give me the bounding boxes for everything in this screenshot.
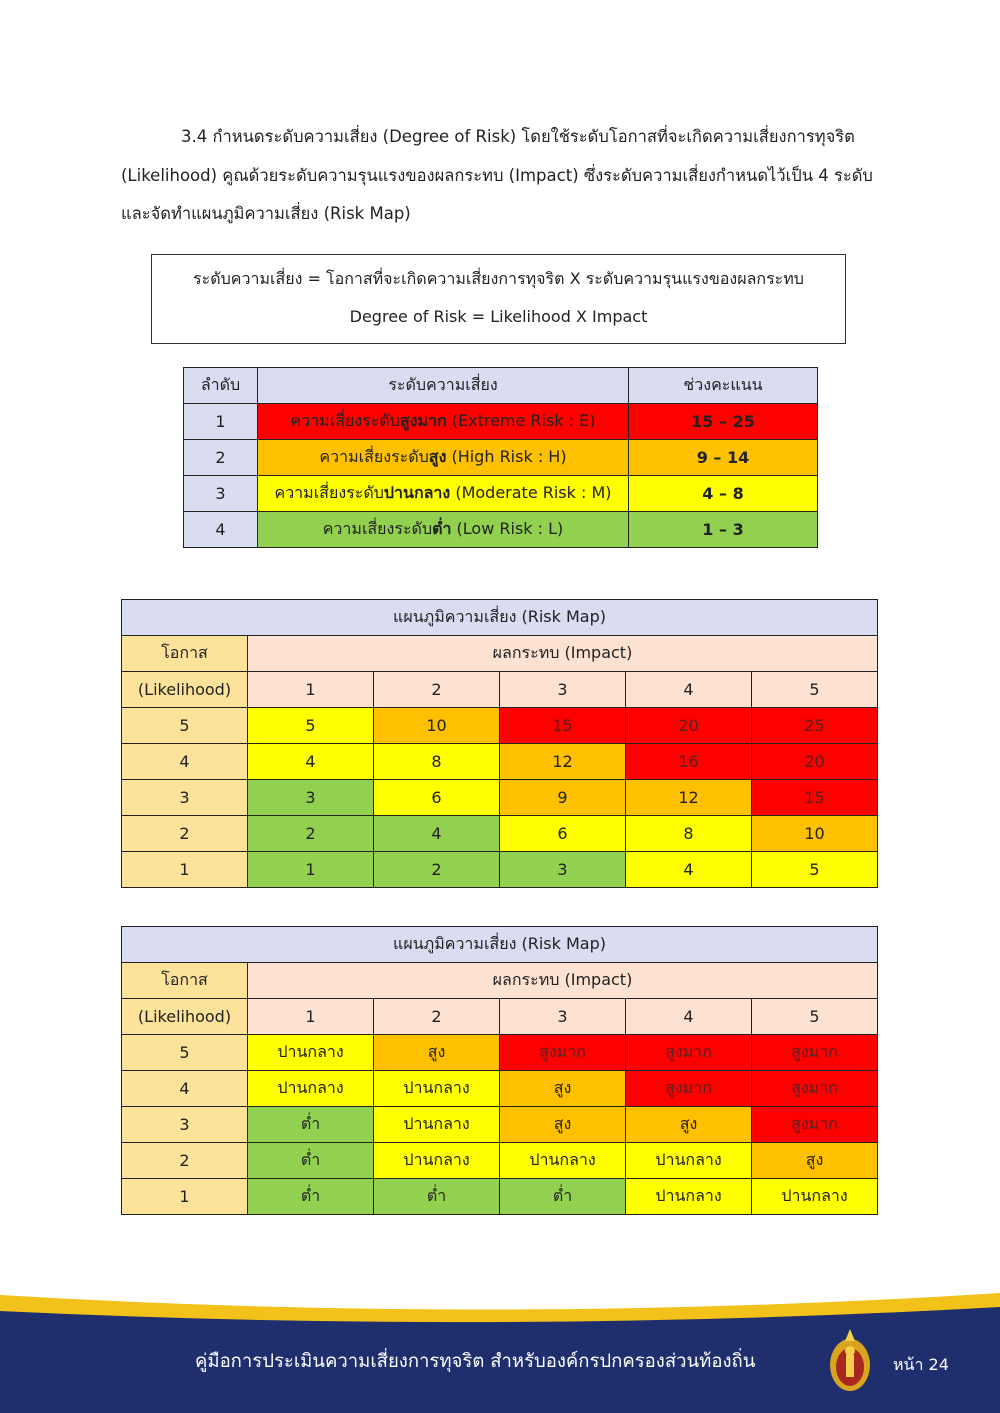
likelihood-value: 3 xyxy=(122,1107,248,1143)
map-cell: 12 xyxy=(626,780,752,816)
level-number: 1 xyxy=(184,404,258,440)
map-cell: สูง xyxy=(752,1143,878,1179)
map-cell: สูงมาก xyxy=(626,1035,752,1071)
map-title: แผนภูมิความเสี่ยง (Risk Map) xyxy=(122,600,878,636)
impact-value: 3 xyxy=(500,999,626,1035)
level-row xyxy=(184,404,818,440)
map-cell: 4 xyxy=(626,852,752,888)
map-cell: 20 xyxy=(752,744,878,780)
map-cell: 3 xyxy=(500,852,626,888)
likelihood-value: 4 xyxy=(122,744,248,780)
level-label: ความเสี่ยงระดับต่ำ (Low Risk : L) xyxy=(258,512,629,548)
map-cell: 20 xyxy=(626,708,752,744)
likelihood-label-en: (Likelihood) xyxy=(122,672,248,708)
level-range: 4 – 8 xyxy=(629,476,818,512)
map-cell: 6 xyxy=(500,816,626,852)
map-cell: สูง xyxy=(500,1071,626,1107)
map-cell: 1 xyxy=(248,852,374,888)
likelihood-label: โอกาส xyxy=(122,636,248,672)
map-cell: 5 xyxy=(752,852,878,888)
map-cell: 10 xyxy=(374,708,500,744)
map-cell: 5 xyxy=(248,708,374,744)
map-cell: 16 xyxy=(626,744,752,780)
map-row xyxy=(122,780,878,816)
likelihood-label-en: (Likelihood) xyxy=(122,999,248,1035)
map-cell: 8 xyxy=(626,816,752,852)
likelihood-value: 4 xyxy=(122,1071,248,1107)
level-label: ความเสี่ยงระดับสูงมาก (Extreme Risk : E) xyxy=(258,404,629,440)
section-number: 3.4 xyxy=(181,127,208,146)
map-cell: สูงมาก xyxy=(500,1035,626,1071)
impact-value: 3 xyxy=(500,672,626,708)
map-row xyxy=(122,744,878,780)
map-cell: 8 xyxy=(374,744,500,780)
formula-english: Degree of Risk = Likelihood X Impact xyxy=(349,307,648,326)
map-cell: สูงมาก xyxy=(752,1071,878,1107)
map-row xyxy=(122,1143,878,1179)
map-cell: ปานกลาง xyxy=(626,1143,752,1179)
map-cell: ต่ำ xyxy=(248,1107,374,1143)
likelihood-label: โอกาส xyxy=(122,963,248,999)
map-cell: ปานกลาง xyxy=(500,1143,626,1179)
level-number: 2 xyxy=(184,440,258,476)
level-range: 15 – 25 xyxy=(629,404,818,440)
footer-title: คู่มือการประเมินความเสี่ยงการทุจริต สำหรับองค์กรปกครองส่วนท้องถิ่น xyxy=(195,1351,756,1372)
map-cell: ปานกลาง xyxy=(626,1179,752,1215)
map-cell: 2 xyxy=(374,852,500,888)
impact-value: 5 xyxy=(752,999,878,1035)
impact-value: 5 xyxy=(752,672,878,708)
map-cell: 15 xyxy=(752,780,878,816)
risk-level-table xyxy=(183,367,818,548)
map-row xyxy=(122,1071,878,1107)
map-cell: ปานกลาง xyxy=(374,1107,500,1143)
map-cell: สูงมาก xyxy=(752,1035,878,1071)
map-row xyxy=(122,1179,878,1215)
level-number: 3 xyxy=(184,476,258,512)
level-row xyxy=(184,512,818,548)
impact-value: 1 xyxy=(248,672,374,708)
map-cell: สูง xyxy=(626,1107,752,1143)
map-cell: 9 xyxy=(500,780,626,816)
map-cell: 2 xyxy=(248,816,374,852)
map-cell: ต่ำ xyxy=(248,1179,374,1215)
map-cell: สูง xyxy=(500,1107,626,1143)
likelihood-value: 1 xyxy=(122,1179,248,1215)
likelihood-value: 5 xyxy=(122,708,248,744)
header-range: ช่วงคะแนน xyxy=(629,368,818,404)
map-cell: 10 xyxy=(752,816,878,852)
map-row xyxy=(122,1035,878,1071)
map-cell: 25 xyxy=(752,708,878,744)
page-number: หน้า 24 xyxy=(893,1355,949,1374)
map-row xyxy=(122,816,878,852)
level-row xyxy=(184,476,818,512)
impact-value: 2 xyxy=(374,999,500,1035)
impact-value: 1 xyxy=(248,999,374,1035)
map-cell: 4 xyxy=(248,744,374,780)
formula-thai: ระดับความเสี่ยง = โอกาสที่จะเกิดความเสี่ยงการทุจริต X ระดับความรุนแรงของผลกระทบ xyxy=(193,269,804,288)
level-row xyxy=(184,440,818,476)
risk-map-text xyxy=(121,926,878,1215)
likelihood-value: 3 xyxy=(122,780,248,816)
impact-label: ผลกระทบ (Impact) xyxy=(248,963,878,999)
map-cell: สูงมาก xyxy=(626,1071,752,1107)
likelihood-value: 2 xyxy=(122,1143,248,1179)
map-cell: ต่ำ xyxy=(374,1179,500,1215)
map-row xyxy=(122,852,878,888)
formula-box xyxy=(151,254,846,344)
map-cell: ปานกลาง xyxy=(374,1071,500,1107)
level-label: ความเสี่ยงระดับสูง (High Risk : H) xyxy=(258,440,629,476)
map-cell: 12 xyxy=(500,744,626,780)
likelihood-value: 5 xyxy=(122,1035,248,1071)
level-label: ความเสี่ยงระดับปานกลาง (Moderate Risk : M) xyxy=(258,476,629,512)
header-level: ระดับความเสี่ยง xyxy=(258,368,629,404)
map-cell: สูงมาก xyxy=(752,1107,878,1143)
map-cell: 15 xyxy=(500,708,626,744)
risk-map-numeric xyxy=(121,599,878,888)
level-number: 4 xyxy=(184,512,258,548)
map-row xyxy=(122,1107,878,1143)
map-cell: 6 xyxy=(374,780,500,816)
map-cell: ต่ำ xyxy=(248,1143,374,1179)
likelihood-value: 1 xyxy=(122,852,248,888)
impact-value: 4 xyxy=(626,672,752,708)
map-cell: ปานกลาง xyxy=(248,1071,374,1107)
map-cell: 4 xyxy=(374,816,500,852)
impact-value: 2 xyxy=(374,672,500,708)
header-order: ลำดับ xyxy=(184,368,258,404)
likelihood-value: 2 xyxy=(122,816,248,852)
paragraph-text: กำหนดระดับความเสี่ยง (Degree of Risk) โดยใช้ระดับโอกาสที่จะเกิดความเสี่ยงการทุจริต (Likelihood) คูณด้วยระดับความรุนแรงของผลกระทบ (Impact) ซึ่งระดับความเสี่ยงกำหนดไว้เป็น 4 ระดับ และจัดทำแผนภูมิความเสี่ยง (Risk Map) xyxy=(121,127,873,223)
intro-paragraph xyxy=(121,118,881,234)
map-cell: ปานกลาง xyxy=(374,1143,500,1179)
map-row xyxy=(122,708,878,744)
map-cell: ปานกลาง xyxy=(752,1179,878,1215)
map-cell: สูง xyxy=(374,1035,500,1071)
map-title: แผนภูมิความเสี่ยง (Risk Map) xyxy=(122,927,878,963)
level-range: 9 – 14 xyxy=(629,440,818,476)
impact-value: 4 xyxy=(626,999,752,1035)
government-emblem-icon xyxy=(824,1325,876,1395)
impact-label: ผลกระทบ (Impact) xyxy=(248,636,878,672)
map-cell: ต่ำ xyxy=(500,1179,626,1215)
map-cell: ปานกลาง xyxy=(248,1035,374,1071)
level-range: 1 – 3 xyxy=(629,512,818,548)
map-cell: 3 xyxy=(248,780,374,816)
